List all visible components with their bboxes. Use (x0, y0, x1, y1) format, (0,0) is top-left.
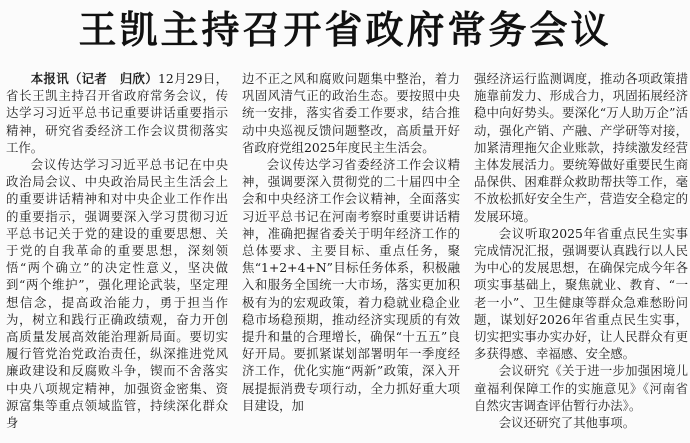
paragraph-economic-work: 会议传达学习省委经济工作会议精神，强调要深入贯彻党的二十届四中全会和中央经济工作会议精神，全面落实习近平总书记在河南考察时重要讲话精神，准确把握省委关于明年经济工作的总体要求、主要目标、重点任务，聚焦“1+2+4+N”目标任务体系，积极融入和服务全国统一大市场，落实更加积极有为的宏观政策，着力稳就业稳企业稳市场稳预期，推动经济实现质的有效提升和量的合理增长，确保“十五五”良好开局。要抓紧谋划部署明年一季度经济工作，优化实施“两新”政策，深入开展提振消费专项行动，全力抓好重大项目建设，加 (242, 157, 460, 413)
article-column-2 (242, 70, 460, 440)
article-headline: 王凯主持召开省政府常务会议 (78, 8, 612, 52)
paragraph-party-building-continued: 边不正之风和腐败问题集中整治，着力巩固风清气正的政治生态。要按照中央统一安排，落实省委工作要求，结合推动中央巡视反馈问题整改，高质量开好省政府党组2025年度民主生活会。 (242, 71, 460, 155)
article-column-3 (474, 70, 688, 440)
byline: 本报讯（记者 归欣） (30, 71, 158, 86)
paragraph-economic-work-continued: 强经济运行监测调度，推动各项政策措施靠前发力、形成合力，巩固拓展经济稳中向好势头。要深化“万人助万企”活动，强化产销、产融、产学研等对接，加紧清理拖欠企业账款，持续激发经营主体发展活力。要统筹做好重要民生商品保供、困难群众救助帮扶等工作，毫不放松抓好安全生产，营造安全稳定的发展环境。 (474, 71, 688, 224)
article-column-1 (6, 70, 228, 440)
paragraph-child-welfare: 会议研究《关于进一步加强困境儿童福利保障工作的实施意见》《河南省自然灾害调查评估暂行办法》。 (474, 363, 688, 413)
paragraph-other-matters: 会议还研究了其他事项。 (498, 415, 636, 431)
paragraph-livelihood-projects: 会议听取2025年省重点民生实事完成情况汇报，强调要认真践行以人民为中心的发展思想，在确保完成今年各项实事基础上，聚焦就业、教育、“一老一小”、卫生健康等群众急难愁盼问题，谋划好2026年省重点民生实事，切实把实事办实办好，让人民群众有更多获得感、幸福感、安全感。 (474, 225, 688, 362)
paragraph-intro-text: 12月29日，省长王凯主持召开省政府常务会议，传达学习习近平总书记重要讲话重要指示精神，研究省委经济工作会议贯彻落实工作。 (6, 71, 228, 155)
paragraph-party-building: 会议传达学习习近平总书记在中央政治局会议、中央政治局民主生活会上的重要讲话精神和对中央企业工作作出的重要指示，强调要深入学习贯彻习近平总书记关于党的建设的重要思想、关于党的自我革命的重要思想，深刻领悟“两个确立”的决定性意义，坚决做到“两个维护”，强化理论武装，坚定理想信念，提高政治能力，勇于担当作为，树立和践行正确政绩观，奋力开创高质量发展高效能治理新局面。要切实履行管党治党政治责任，纵深推进党风廉政建设和反腐败斗争，锲而不舍落实中央八项规定精神，加强资金密集、资源富集等重点领域监管，持续深化群众身 (6, 157, 228, 431)
paragraph-intro (6, 70, 228, 156)
